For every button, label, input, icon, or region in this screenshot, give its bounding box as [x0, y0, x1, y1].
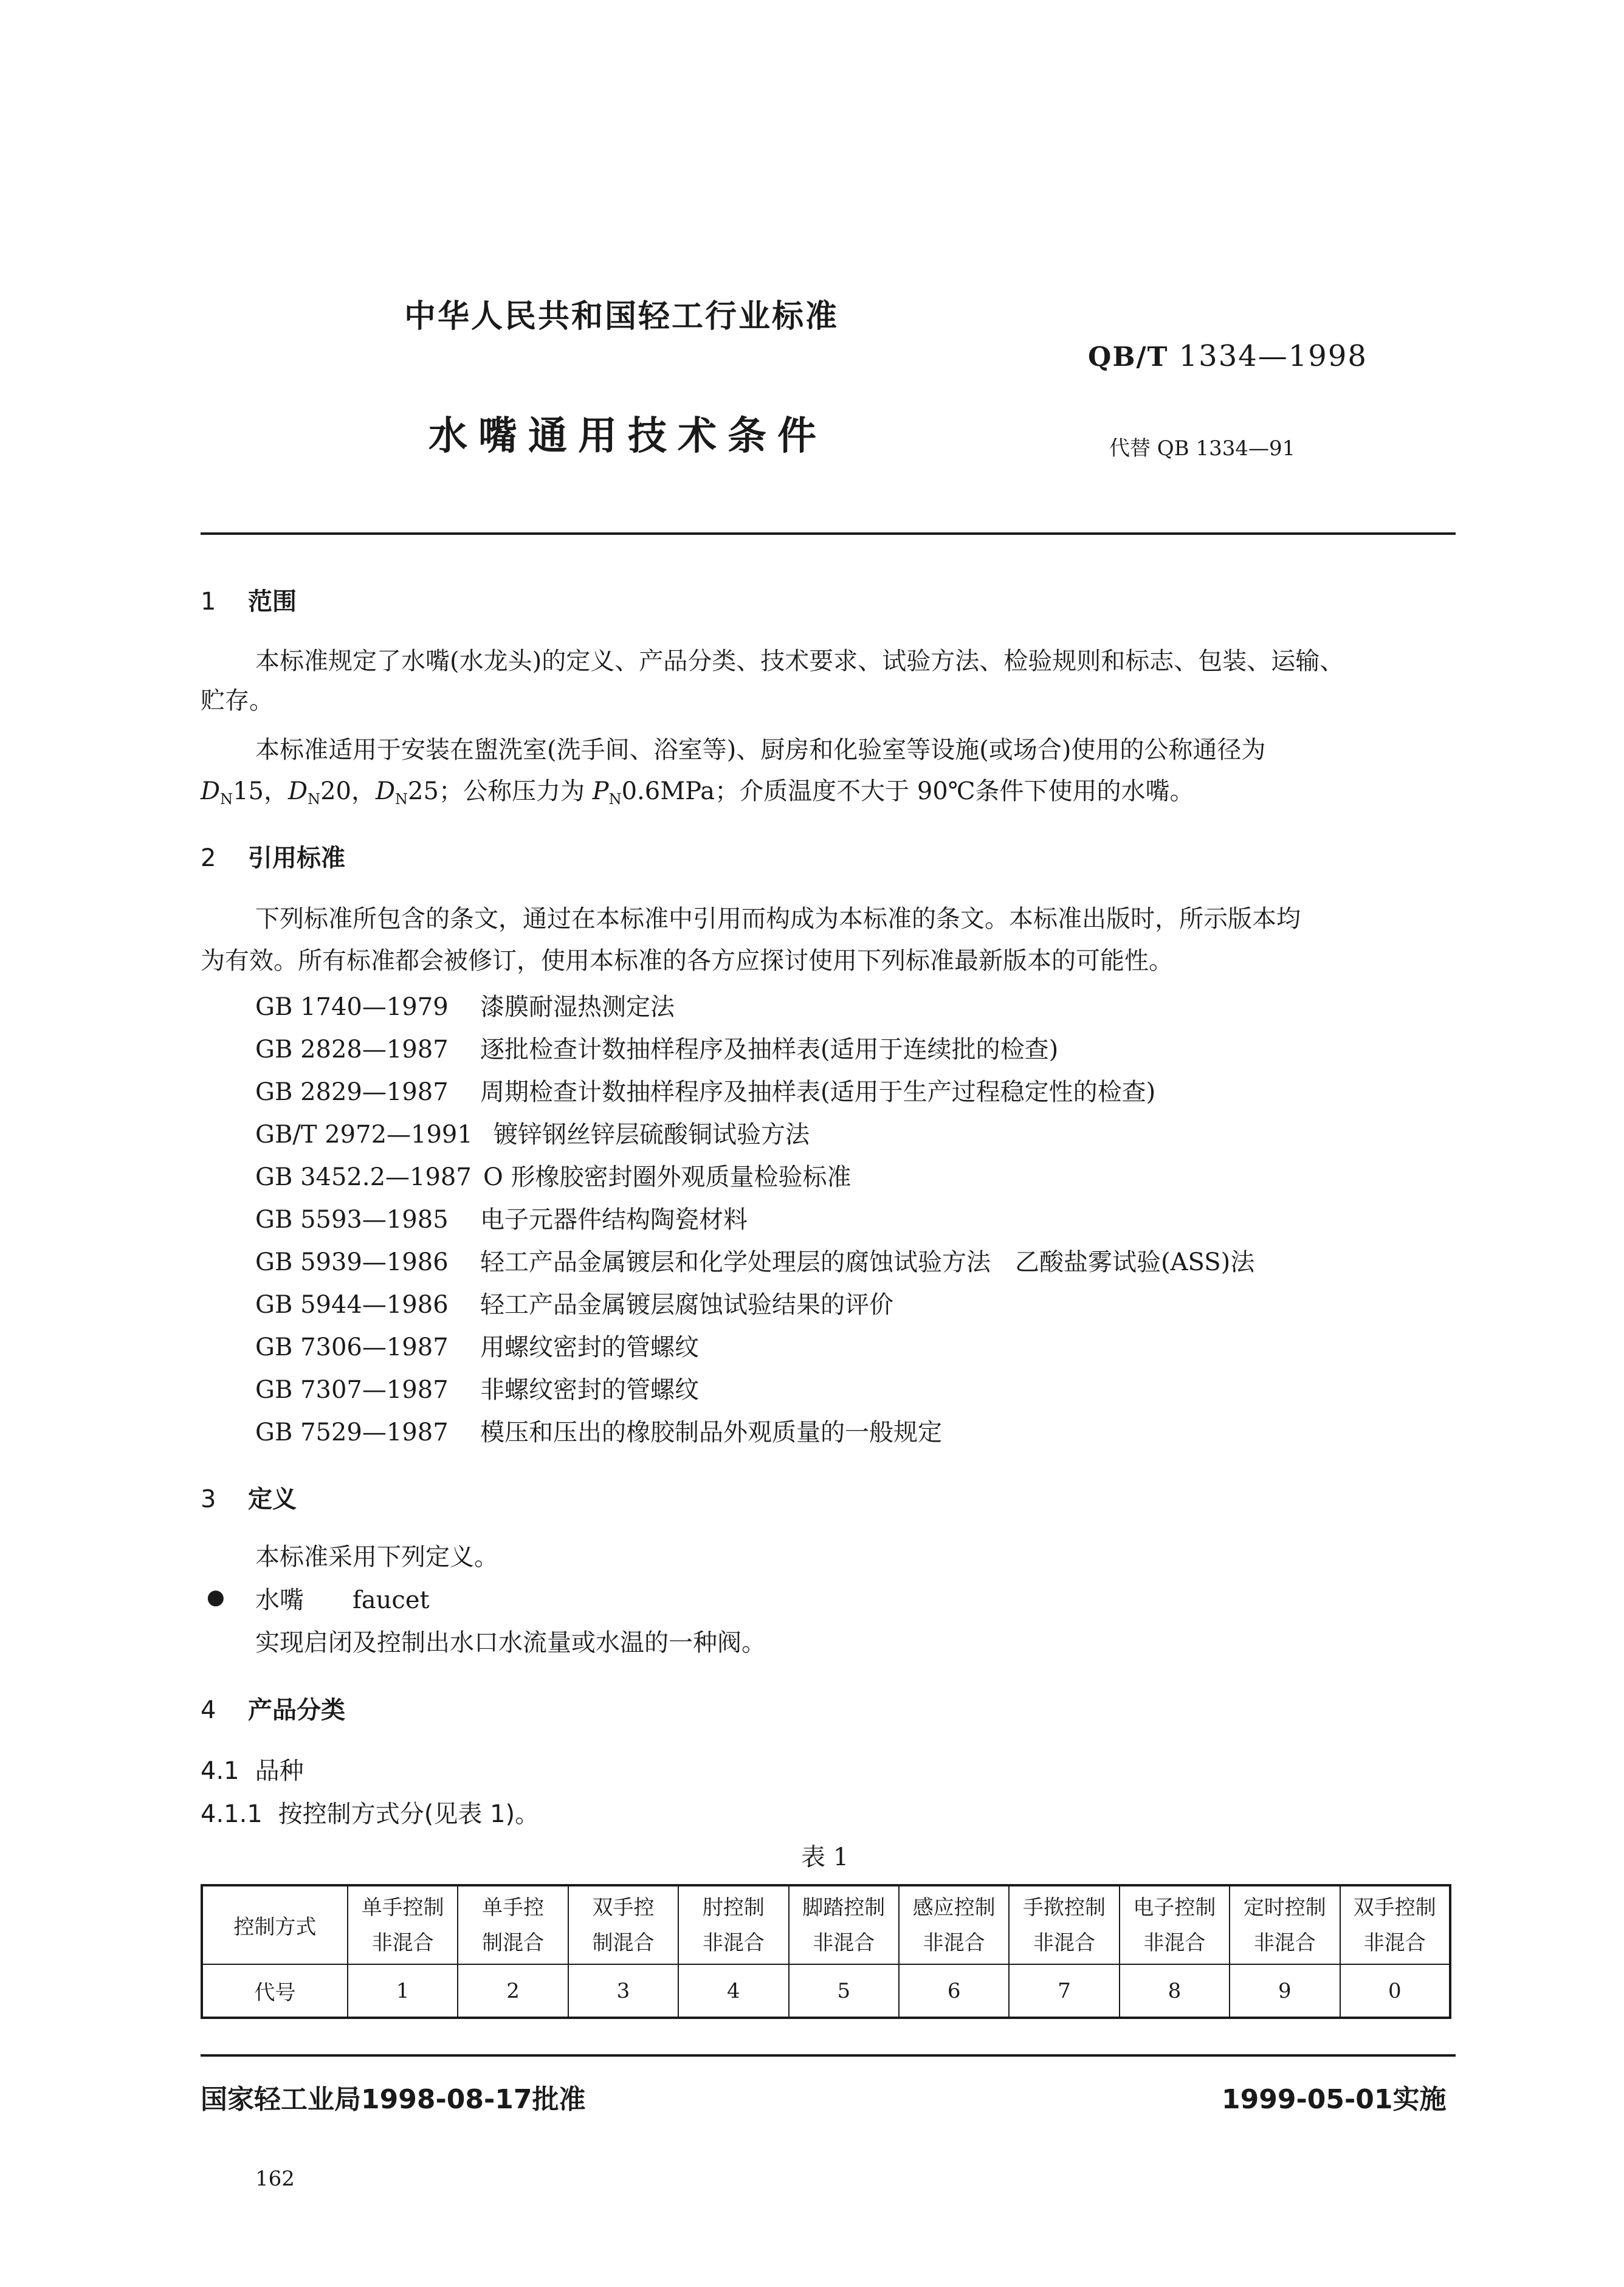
text-segment: 20， [320, 777, 376, 805]
table-cell: 0 [1340, 1964, 1450, 2018]
section-3-heading [201, 1480, 297, 1515]
table-cell: 7 [1009, 1964, 1119, 2018]
text-segment: 25；公称压力为 [408, 777, 593, 805]
section-1-para-1-line-2: 贮存。 [201, 687, 274, 715]
section-number: 3 [201, 1485, 216, 1513]
section-1-para-2-line-2 [201, 770, 1194, 820]
reference-title: 用螺纹密封的管螺纹 [480, 1333, 699, 1361]
standard-code-number: 1334—1998 [1178, 339, 1368, 373]
table-cell [789, 1885, 899, 1964]
section-3-intro: 本标准采用下列定义。 [255, 1543, 498, 1571]
text-segment: 0.6MPa；介质温度不大于 90℃条件下使用的水嘴。 [621, 777, 1194, 805]
cell-line: 非混合 [1033, 1930, 1096, 1955]
cell-line: 非混合 [813, 1930, 875, 1955]
page-number: 162 [255, 2167, 295, 2191]
subsection-title: 按控制方式分(见表 1)。 [278, 1800, 540, 1828]
reference-item [255, 1285, 893, 1320]
reference-item [255, 1030, 1058, 1065]
reference-code: GB 3452.2—1987 [255, 1163, 472, 1191]
reference-code: GB 2828—1987 [255, 1036, 449, 1064]
term-line [255, 1579, 430, 1622]
header-rule [201, 532, 1456, 535]
table-cell: 3 [568, 1964, 678, 2018]
reference-item [255, 988, 675, 1022]
effective-date: 1999-05-01实施 [1222, 2084, 1447, 2115]
approval-note: 国家轻工业局1998-08-17批准 [201, 2084, 586, 2115]
section-2-heading [201, 839, 345, 873]
section-1-heading [201, 582, 297, 617]
cell-line: 肘控制 [702, 1895, 765, 1920]
section-number: 1 [201, 588, 216, 616]
reference-item [255, 1158, 852, 1192]
section-number: 4 [201, 1696, 216, 1724]
section-1-para-2-line-1: 本标准适用于安装在盥洗室(洗手间、浴室等)、厨房和化验室等设施(或场合)使用的公称通径为 [255, 736, 1266, 764]
reference-title: 周期检查计数抽样程序及抽样表(适用于生产过程稳定性的检查) [480, 1078, 1156, 1106]
reference-item [255, 1370, 699, 1405]
cell-line: 非混合 [1363, 1930, 1426, 1955]
reference-code: GB 7306—1987 [255, 1333, 449, 1361]
table-cell [1120, 1885, 1230, 1964]
section-title: 产品分类 [248, 1696, 345, 1724]
subsection-4-1-1 [201, 1795, 539, 1829]
cell-line: 定时控制 [1243, 1895, 1326, 1920]
reference-item [255, 1200, 748, 1235]
cell-line: 脚踏控制 [802, 1895, 886, 1920]
table-row [202, 1964, 1450, 2018]
control-type-table [201, 1884, 1451, 2019]
reference-title: 逐批检查计数抽样程序及抽样表(适用于连续批的检查) [480, 1036, 1059, 1064]
cell-line: 双手控 [592, 1895, 655, 1920]
subscript-n: N [395, 791, 408, 808]
reference-title: O 形橡胶密封圈外观质量检验标准 [483, 1163, 852, 1191]
row-header: 控制方式 [202, 1885, 348, 1964]
cell-line: 单手控 [482, 1895, 545, 1920]
subscript-n: N [308, 791, 321, 808]
reference-code: GB 5593—1985 [255, 1206, 449, 1234]
term-definition: 实现启闭及控制出水口水流量或水温的一种阀。 [255, 1629, 766, 1657]
reference-title: 镀锌钢丝锌层硫酸铜试验方法 [494, 1121, 810, 1149]
cell-line: 非混合 [371, 1930, 434, 1955]
cell-line: 手揿控制 [1023, 1895, 1106, 1920]
section-2-para-line-2: 为有效。所有标准都会被修订，使用本标准的各方应探讨使用下列标准最新版本的可能性。 [201, 947, 1173, 975]
reference-item [255, 1073, 1155, 1107]
subsection-number: 4.1.1 [201, 1800, 263, 1828]
reference-item [255, 1243, 1254, 1278]
reference-code: GB 2829—1987 [255, 1078, 449, 1106]
cell-line: 感应控制 [912, 1895, 996, 1920]
cell-line: 制混合 [592, 1930, 655, 1955]
cell-line: 非混合 [702, 1930, 765, 1955]
reference-code: GB 7529—1987 [255, 1419, 449, 1446]
reference-title: 漆膜耐湿热测定法 [480, 993, 675, 1021]
reference-title: 非螺纹密封的管螺纹 [480, 1376, 699, 1404]
table-cell [1230, 1885, 1340, 1964]
cell-line: 电子控制 [1133, 1895, 1216, 1920]
standard-code [1088, 339, 1368, 373]
table-cell: 6 [899, 1964, 1009, 2018]
reference-item [255, 1115, 810, 1150]
subsection-title: 品种 [255, 1757, 304, 1785]
table-cell: 1 [348, 1964, 458, 2018]
reference-code: GB 1740—1979 [255, 993, 449, 1021]
standard-code-prefix: QB/T [1088, 342, 1169, 373]
table-cell: 9 [1230, 1964, 1340, 2018]
section-title: 引用标准 [248, 844, 345, 872]
section-4-heading [201, 1691, 345, 1725]
section-number: 2 [201, 844, 216, 872]
table-cell [568, 1885, 678, 1964]
cell-line: 非混合 [1253, 1930, 1316, 1955]
subscript-n: N [608, 791, 622, 808]
table-cell: 5 [789, 1964, 899, 2018]
reference-code: GB/T 2972—1991 [255, 1121, 473, 1149]
section-title: 范围 [248, 588, 297, 616]
text-segment: 15， [233, 777, 288, 805]
section-2-para-line-1: 下列标准所包含的条文，通过在本标准中引用而构成为本标准的条文。本标准出版时，所示版本均 [255, 905, 1301, 933]
term-cn: 水嘴 [255, 1586, 304, 1614]
replaces-note: 代替 QB 1334—91 [1109, 436, 1296, 461]
reference-code: GB 7307—1987 [255, 1376, 449, 1404]
table-cell [678, 1885, 788, 1964]
reference-code: GB 5944—1986 [255, 1291, 449, 1319]
cell-line: 制混合 [482, 1930, 545, 1955]
reference-title: 电子元器件结构陶瓷材料 [480, 1206, 748, 1234]
reference-title: 模压和压出的橡胶制品外观质量的一般规定 [480, 1419, 942, 1446]
table-row [202, 1885, 1450, 1964]
symbol-p: P [592, 777, 609, 805]
term-en: faucet [353, 1586, 430, 1614]
symbol-d: D [375, 777, 396, 805]
document-title: 水嘴通用技术条件 [428, 414, 827, 459]
reference-code: GB 5939—1986 [255, 1248, 449, 1276]
row-header: 代号 [202, 1964, 348, 2018]
standard-org-title: 中华人民共和国轻工行业标准 [404, 298, 839, 335]
section-title: 定义 [248, 1485, 297, 1513]
table-cell [1340, 1885, 1450, 1964]
table-caption: 表 1 [801, 1843, 849, 1871]
reference-item [255, 1413, 942, 1448]
cell-line: 双手控制 [1353, 1895, 1436, 1920]
subsection-4-1 [201, 1752, 304, 1786]
reference-title: 轻工产品金属镀层腐蚀试验结果的评价 [480, 1291, 893, 1319]
table-cell [458, 1885, 568, 1964]
reference-item [255, 1328, 699, 1363]
symbol-d: D [201, 777, 221, 805]
cell-line: 单手控制 [361, 1895, 444, 1920]
bullet-icon: ● [207, 1585, 225, 1609]
subsection-number: 4.1 [201, 1757, 239, 1785]
section-1-para-1-line-1: 本标准规定了水嘴(水龙头)的定义、产品分类、技术要求、试验方法、检验规则和标志、包装、运输、 [255, 647, 1344, 675]
footer-rule [201, 2054, 1456, 2057]
table-cell: 8 [1120, 1964, 1230, 2018]
table-cell: 4 [678, 1964, 788, 2018]
table-cell [348, 1885, 458, 1964]
table-cell: 2 [458, 1964, 568, 2018]
table-cell [1009, 1885, 1119, 1964]
cell-line: 非混合 [923, 1930, 985, 1955]
reference-title: 轻工产品金属镀层和化学处理层的腐蚀试验方法 乙酸盐雾试验(ASS)法 [480, 1248, 1255, 1276]
table-cell [899, 1885, 1009, 1964]
subscript-n: N [220, 791, 233, 808]
symbol-d: D [287, 777, 308, 805]
cell-line: 非混合 [1143, 1930, 1206, 1955]
